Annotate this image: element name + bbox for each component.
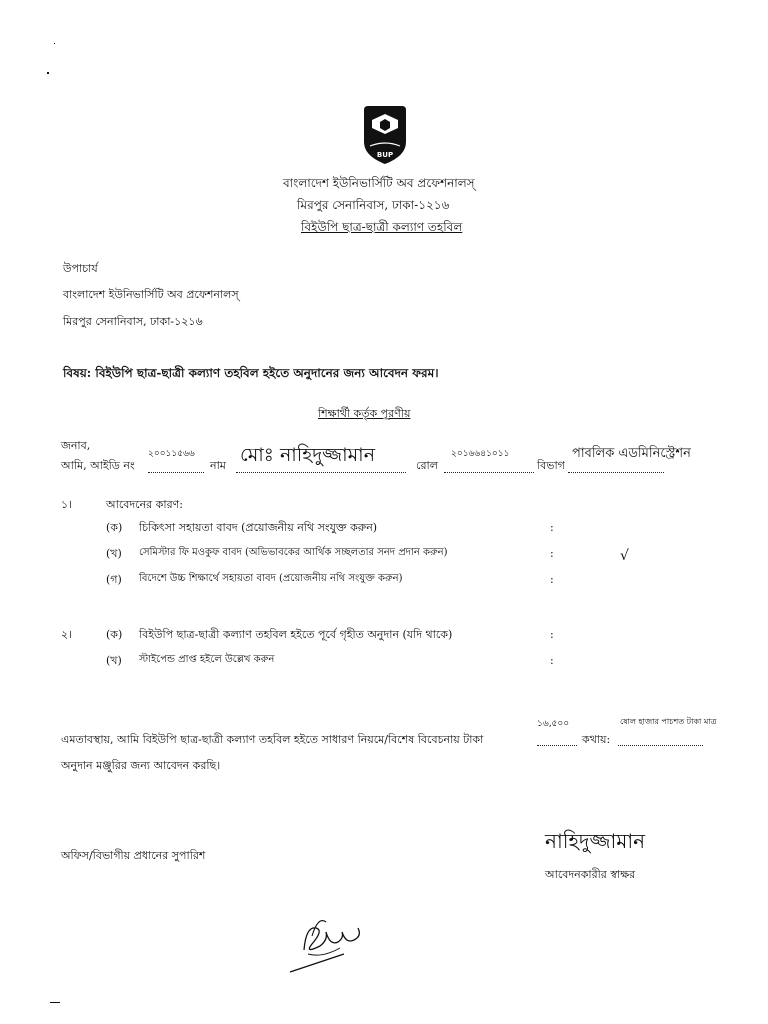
header-fund: বিইউপি ছাত্র-ছাত্রী কল্যাণ তহবিল bbox=[301, 220, 463, 234]
request-text-line2: অনুদান মঞ্জুরির জন্য আবেদন করছি। bbox=[61, 759, 221, 772]
checkmark-icon[interactable]: √ bbox=[620, 548, 629, 564]
scan-speck bbox=[47, 72, 49, 74]
q1-item-colon: : bbox=[550, 573, 554, 586]
handwritten-signature bbox=[282, 910, 372, 980]
request-text-line1: এমতাবস্থায়, আমি বিইউপি ছাত্র-ছাত্রী কল্যাণ তহবিল হইতে সাধারণ নিয়মে/বিশেষ বিবেচনায় টাকা bbox=[61, 733, 484, 746]
amount-value[interactable]: ১৬,৫০০ bbox=[537, 719, 570, 729]
department-value[interactable]: পাবলিক এডমিনিস্ট্রেশন bbox=[572, 446, 691, 461]
words-dotted-line bbox=[618, 745, 703, 746]
roll-value[interactable]: ২০১৬৬৪১০১১ bbox=[451, 449, 510, 459]
salutation: জনাব, bbox=[61, 439, 91, 452]
q1-item-colon: : bbox=[550, 521, 554, 534]
q2-item-colon: : bbox=[550, 628, 554, 641]
q1-item-colon: : bbox=[550, 547, 554, 560]
q2-item-text: স্টাইপেন্ড প্রাপ্ত হইলে উল্লেখ করুন bbox=[139, 654, 275, 665]
department-label: বিভাগ bbox=[537, 459, 565, 472]
section-heading: শিক্ষার্থী কর্তৃক পূরণীয় bbox=[318, 407, 411, 420]
q2-item-text: বিইউপি ছাত্র-ছাত্রী কল্যাণ তহবিল হইতে পূর্বে গৃহীত অনুদান (যদি থাকে) bbox=[139, 628, 453, 641]
q1-number: ১। bbox=[61, 498, 73, 511]
amount-dotted-line bbox=[537, 745, 577, 746]
department-dotted-line bbox=[568, 472, 664, 473]
bup-logo bbox=[360, 106, 410, 166]
id-dotted-line bbox=[148, 472, 204, 473]
recipient-address: মিরপুর সেনানিবাস, ঢাকা-১২১৬ bbox=[63, 315, 203, 328]
words-label: কথায়: bbox=[582, 733, 611, 746]
subject-line: বিষয়: বিইউপি ছাত্র-ছাত্রী কল্যাণ তহবিল হইতে অনুদানের জন্য আবেদন ফরম। bbox=[63, 366, 439, 380]
q2-number: ২। bbox=[61, 628, 73, 641]
applicant-signature[interactable]: নাহিদুজ্জামান bbox=[545, 829, 646, 853]
q1-item-mark: (ক) bbox=[106, 521, 123, 534]
recommendation-label: অফিস/বিভাগীয় প্রধানের সুপারিশ bbox=[61, 849, 206, 862]
scan-speck bbox=[50, 1002, 60, 1003]
roll-dotted-line bbox=[444, 472, 534, 473]
q2-item-mark: (ক) bbox=[106, 628, 123, 641]
q1-item-text: সেমিস্টার ফি মওকুফ বাবদ (অভিভাবকের আর্থিক সচ্ছলতার সনদ প্রদান করুন) bbox=[139, 547, 448, 558]
roll-label: রোল bbox=[416, 459, 438, 472]
id-label: আমি, আইডি নং bbox=[61, 459, 135, 472]
name-dotted-line bbox=[236, 472, 406, 473]
q1-label: আবেদনের কারণ: bbox=[106, 498, 183, 511]
q1-item-mark: (খ) bbox=[106, 547, 122, 560]
name-label: নাম bbox=[210, 459, 226, 472]
scan-speck bbox=[54, 43, 55, 44]
q1-item-text: বিদেশে উচ্চ শিক্ষার্থে সহায়তা বাবদ (প্রয়োজনীয় নথি সংযুক্ত করুন) bbox=[139, 573, 403, 584]
amount-in-words-value[interactable]: ষোল হাজার পাচশত টাকা মাত্র bbox=[620, 717, 717, 726]
recipient-title: উপাচার্য bbox=[63, 262, 98, 275]
id-value[interactable]: ২০০১১৫৬৬ bbox=[148, 449, 195, 459]
recipient-university: বাংলাদেশ ইউনিভার্সিটি অব প্রফেশনালস্ bbox=[63, 288, 239, 301]
q2-item-mark: (খ) bbox=[106, 654, 122, 667]
logo-text: BUP bbox=[376, 151, 394, 159]
signature-label: আবেদনকারীর স্বাক্ষর bbox=[545, 868, 636, 881]
q1-item-mark: (গ) bbox=[106, 573, 122, 586]
header-university: বাংলাদেশ ইউনিভার্সিটি অব প্রফেশনালস্ bbox=[283, 176, 475, 190]
q1-item-text: চিকিৎসা সহায়তা বাবদ (প্রয়োজনীয় নথি সংযুক্ত করুন) bbox=[139, 521, 378, 534]
q2-item-colon: : bbox=[550, 654, 554, 667]
header-address: মিরপুর সেনানিবাস, ঢাকা-১২১৬ bbox=[297, 198, 450, 212]
name-value[interactable]: মোঃ নাহিদুজ্জামান bbox=[240, 444, 376, 466]
